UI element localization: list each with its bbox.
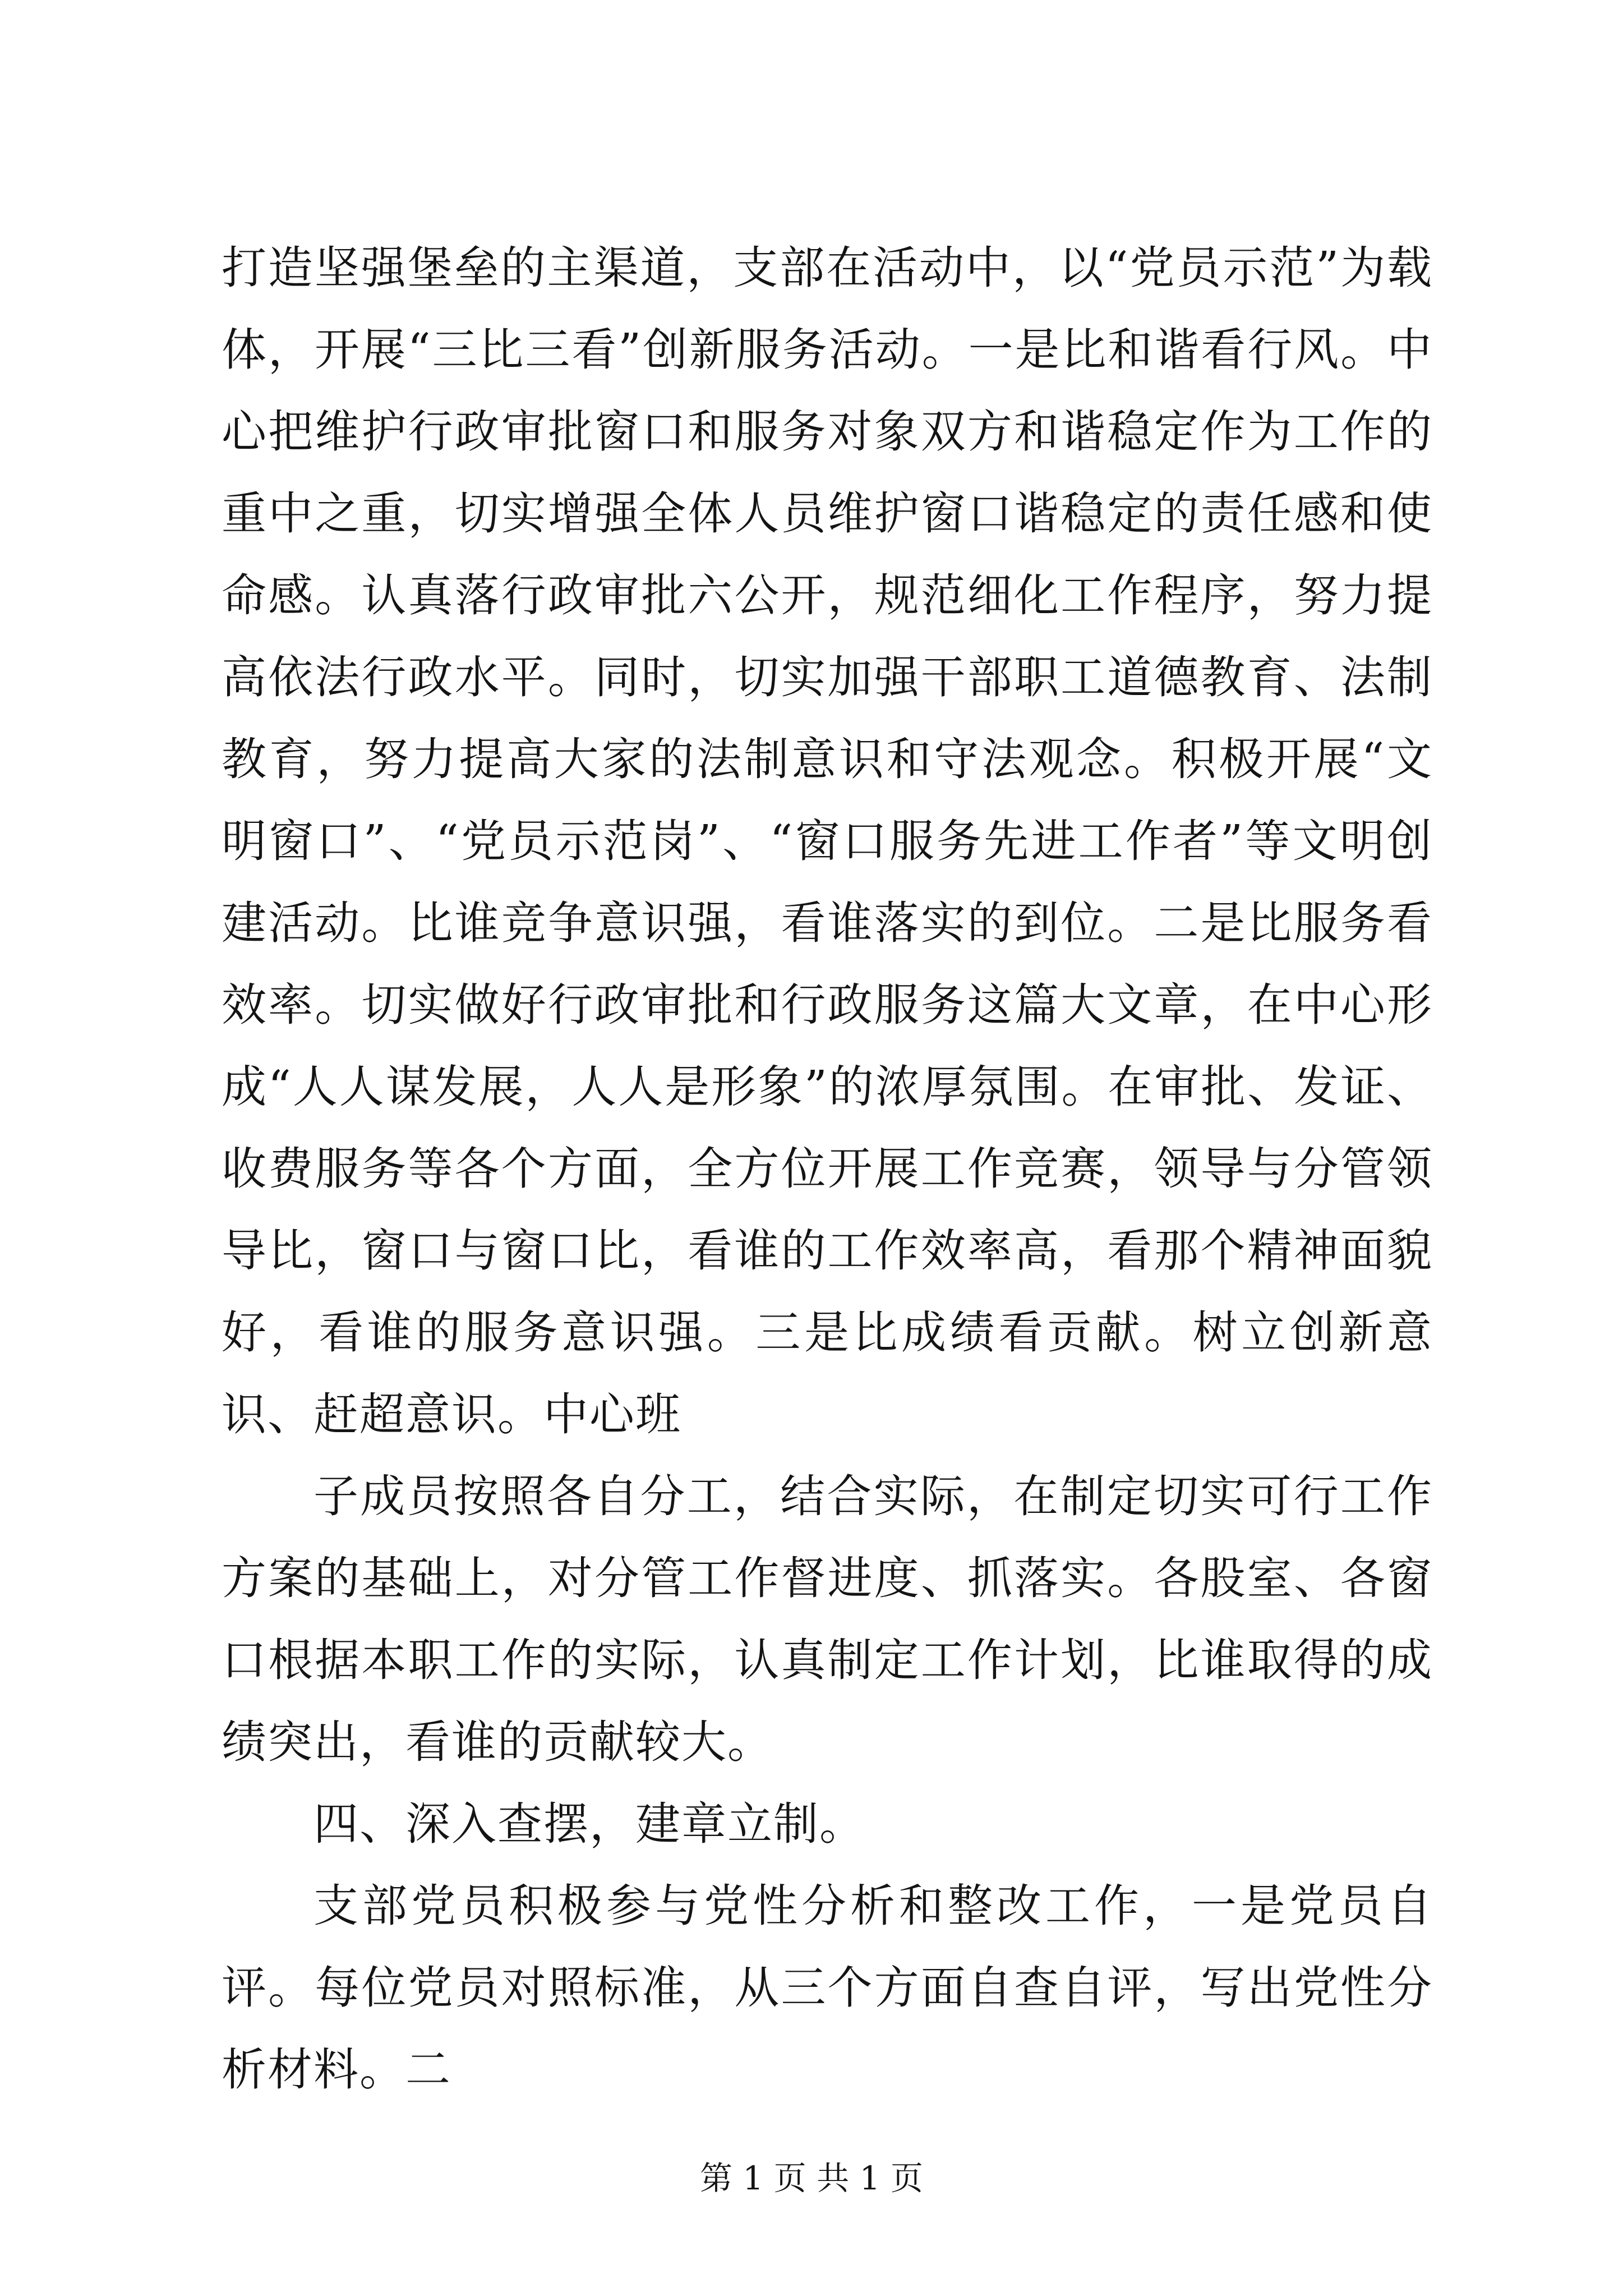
paragraph-3: 支部党员积极参与党性分析和整改工作，一是党员自评。每位党员对照标准，从三个方面自查自评，写出党性分析材料。二 <box>222 1880 1433 2096</box>
paragraph-2: 子成员按照各自分工，结合实际，在制定切实可行工作方案的基础上，对分管工作督进度、抓落实。各股室、各窗口根据本职工作的实际，认真制定工作计划，比谁取得的成绩突出，看谁的贡献较大。 <box>222 1470 1433 1768</box>
paragraph-1: 打造坚强堡垒的主渠道，支部在活动中，以“党员示范”为载体，开展“三比三看”创新服务活动。一是比和谐看行风。中心把维护行政审批窗口和服务对象双方和谐稳定作为工作的重中之重，切实增强全体人员维护窗口谐稳定的责任感和使命感。认真落行政审批六公开，规范细化工作程序，努力提高依法行政水平。同时，切实加强干部职工道德教育、法制教育，努力提高大家的法制意识和守法观念。积极开展“文明窗口”、“党员示范岗”、“窗口服务先进工作者”等文明创建活动。比谁竞争意识强，看谁落实的到位。二是比服务看效率。切实做好行政审批和行政服务这篇大文章，在中心形成“人人谋发展，人人是形象”的浓厚氛围。在审批、发证、收费服务等各个方面，全方位开展工作竞赛，领导与分管领导比，窗口与窗口比，看谁的工作效率高，看那个精神面貌好，看谁的服务意识强。三是比成绩看贡献。树立创新意识、赶超意识。中心班 <box>222 242 1433 1441</box>
document-body <box>222 227 1433 2111</box>
section-heading-4: 四、深入查摆，建章立制。 <box>313 1798 865 1850</box>
page-footer: 第 1 页 共 1 页 <box>700 2159 923 2197</box>
